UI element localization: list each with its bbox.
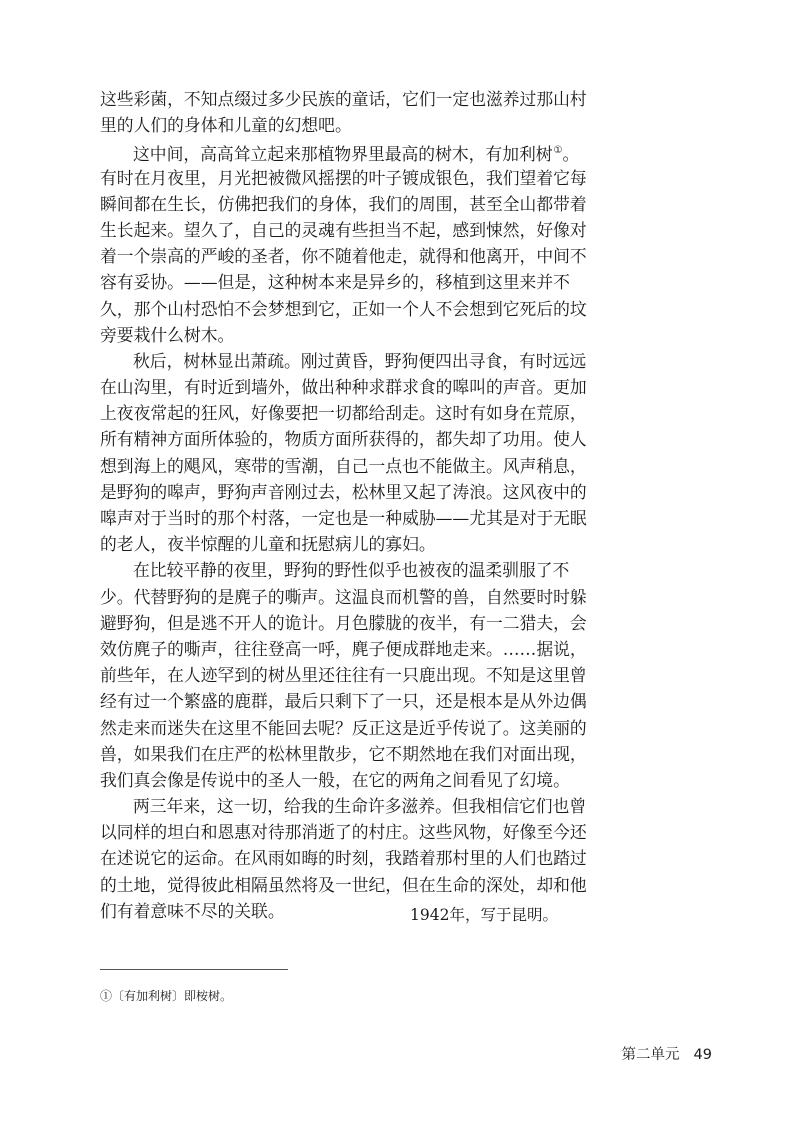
text-line: 这些彩菌，不知点缀过多少民族的童话，它们一定也滋养过那山村 xyxy=(100,89,587,109)
page-number: 49 xyxy=(693,1047,712,1063)
text-line: 的土地，觉得彼此相隔虽然将及一世纪，但在生命的深处，却和他 xyxy=(100,874,587,895)
text-line: 在述说它的运命。在风雨如晦的时刻，我踏着那村里的人们也踏过 xyxy=(100,848,587,869)
text-span: 这中间，高高耸立起来那植物界里最高的树木，有加利树 xyxy=(133,144,553,165)
text-line: 有时在月夜里，月光把被微风摇摆的叶子镀成银色，我们望着它每 xyxy=(100,167,587,188)
page-footer xyxy=(622,1046,712,1064)
text-line: 秋后，树林显出萧疏。刚过黄昏，野狗便四出寻食，有时远远 xyxy=(133,350,587,371)
text-line: 在比较平静的夜里，野狗的野性似乎也被夜的温柔驯服了不 xyxy=(133,560,570,581)
text-line: 所有精神方面所体验的，物质方面所获得的，都失却了功用。使人 xyxy=(100,429,587,450)
text-line: 嗥声对于当时的那个村落，一定也是一种威胁——尤其是对于无眠 xyxy=(100,508,587,528)
text-line: 想到海上的飓风，寒带的雪潮，自己一点也不能做主。风声稍息， xyxy=(100,455,587,476)
text-line: 里的人们的身体和儿童的幻想吧。 xyxy=(100,115,352,136)
footnote-marker: ① xyxy=(553,145,563,157)
text-line: 旁要栽什么树木。 xyxy=(100,324,235,345)
text-line: 久，那个山村恐怕不会梦想到它，正如一个人不会想到它死后的坟 xyxy=(100,298,587,319)
text-line: 们有着意味不尽的关联。 xyxy=(100,900,285,921)
footnote-divider xyxy=(100,969,288,970)
text-line: 兽，如果我们在庄严的松林里散步，它不期然地在我们对面出现， xyxy=(100,743,587,764)
text-line: 生长起来。望久了，自己的灵魂有些担当不起，感到悚然，好像对 xyxy=(100,219,587,240)
text-line: 避野狗，但是逃不开人的诡计。月色朦胧的夜半，有一二猎夫，会 xyxy=(100,612,587,633)
text-line: 少。代替野狗的是麂子的嘶声。这温良而机警的兽，自然要时时躲 xyxy=(100,586,587,607)
text-line: 容有妥协。——但是，这种树本来是异乡的，移植到这里来并不 xyxy=(100,272,570,293)
text-line: 经有过一个繁盛的鹿群，最后只剩下了一只，还是根本是从外边偶 xyxy=(100,691,587,712)
text-line: 然走来而迷失在这里不能回去呢？反正这是近乎传说了。这美丽的 xyxy=(100,717,587,738)
text-line: 的老人，夜半惊醒的儿童和抚慰病儿的寡妇。 xyxy=(100,534,436,555)
text-span: 。 xyxy=(562,144,580,165)
text-line: 瞬间都在生长，仿佛把我们的身体，我们的周围，甚至全山都带着 xyxy=(100,193,587,214)
text-line: 是野狗的嗥声，野狗声音刚过去，松林里又起了涛浪。这风夜中的 xyxy=(100,481,587,502)
text-line: 前些年，在人迹罕到的树丛里还往往有一只鹿出现。不知是这里曾 xyxy=(100,665,587,686)
date-place-signoff: 1942年，写于昆明。 xyxy=(410,906,558,924)
text-line: 着一个崇高的严峻的圣者，你不随着他走，就得和他离开，中间不 xyxy=(100,246,587,267)
footnote: ①〔有加利树〕即桉树。 xyxy=(100,989,233,1003)
unit-label: 第二单元 xyxy=(621,1047,680,1063)
text-line: 以同样的坦白和恩惠对待那消逝了的村庄。这些风物，好像至今还 xyxy=(100,822,587,843)
text-line: 在山沟里，有时近到墙外，做出种种求群求食的嗥叫的声音。更加 xyxy=(100,377,587,398)
text-line: 我们真会像是传说中的圣人一般，在它的两角之间看见了幻境。 xyxy=(100,769,570,790)
text-line: 两三年来，这一切，给我的生命许多滋养。但我相信它们也曾 xyxy=(133,796,587,817)
body-text xyxy=(100,86,587,924)
text-line xyxy=(100,138,580,165)
text-line: 上夜夜常起的狂风，好像要把一切都给刮走。这时有如身在荒原， xyxy=(100,403,587,424)
text-line: 效仿麂子的嘶声，往往登高一呼，麂子便成群地走来。……据说， xyxy=(100,638,587,659)
